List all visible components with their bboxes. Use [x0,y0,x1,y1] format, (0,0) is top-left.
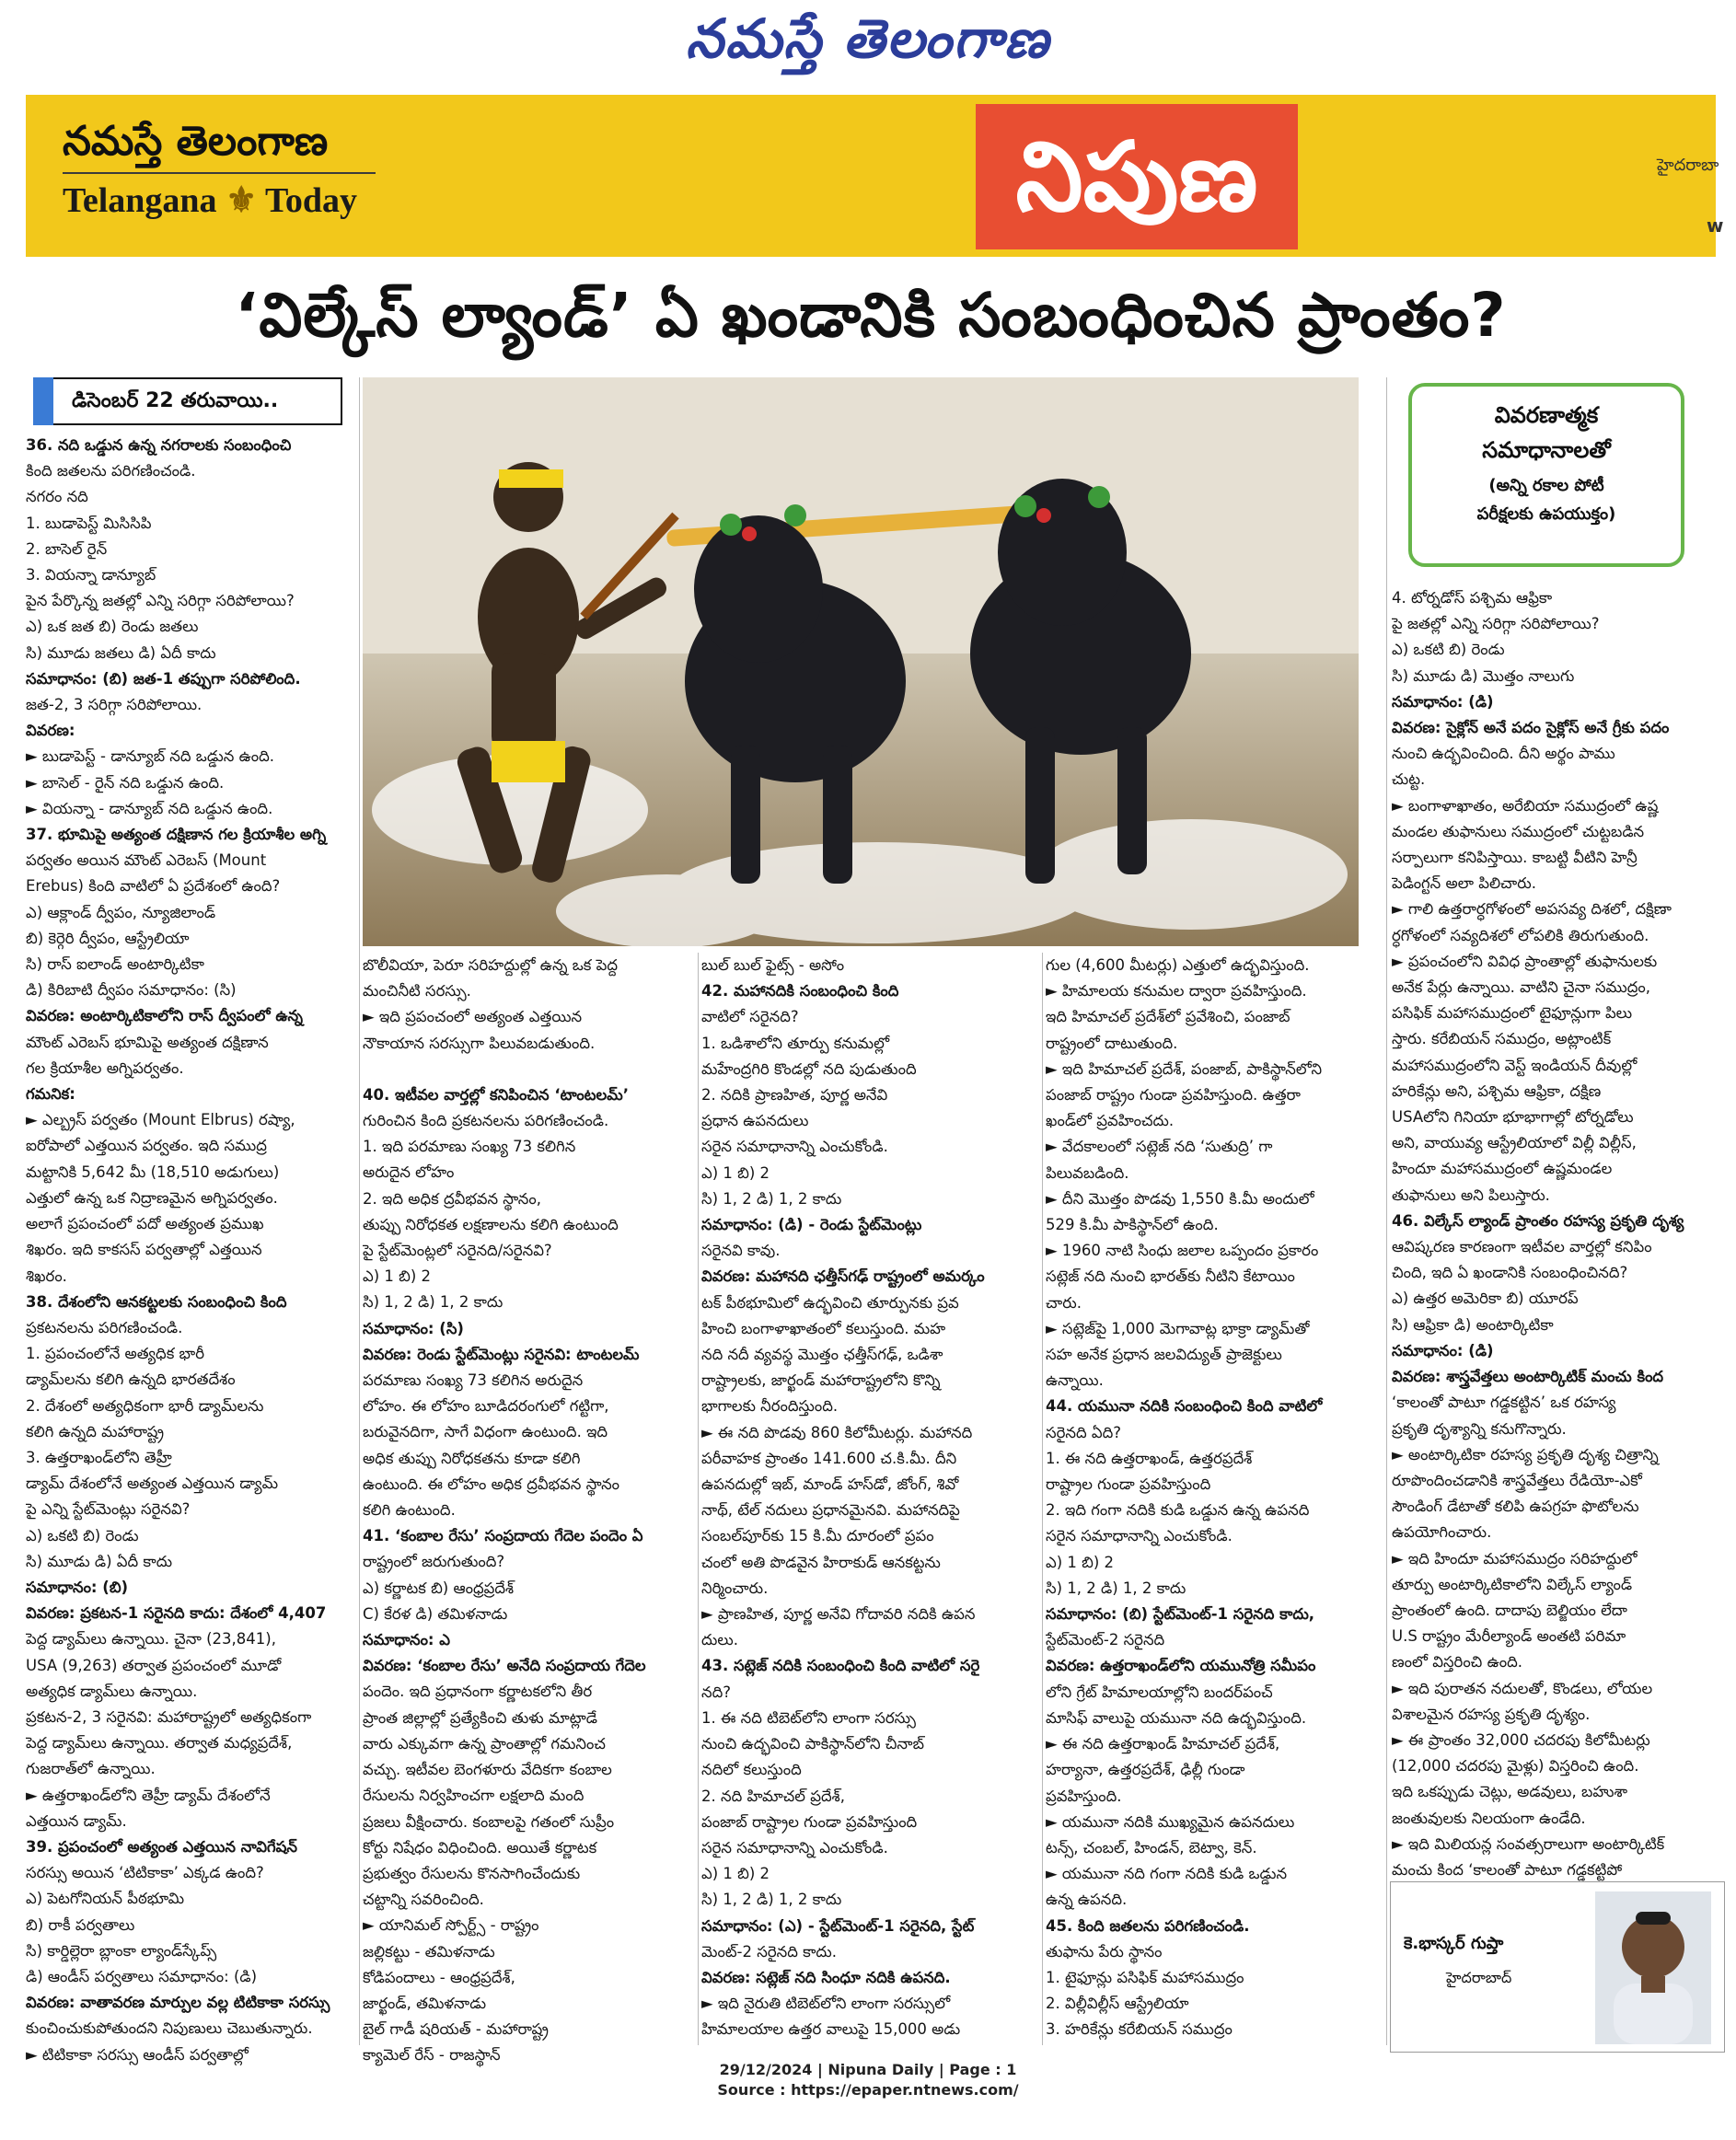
article-line: జల్లికట్టు - తమిళనాడు [363,1942,495,1961]
article-line: ఎత్తయిన డ్యామ్. [26,1811,127,1830]
article-line: ► బంగాళాఖాతం, అరేబియా సముద్రంలో ఉష్ణ [1392,796,1659,815]
article-line: ణంలో విస్తరించి ఉంది. [1392,1653,1522,1672]
article-line: వివరణ: సట్లెజ్ నది సింధూ నదికి ఉపనది. [701,1968,951,1986]
article-line: కోడిపందాలు - ఆంధ్రప్రదేశ్, [363,1968,515,1986]
article-line: చంలో అతి పొడవైన హిరాకుడ్ ఆనకట్టను [701,1553,941,1571]
article-line: ► ప్రాణహిత, పూర్ణ అనేవి గోదావరి నదికి ఉపన [701,1605,976,1624]
article-line: 2. నది హిమాచల్ ప్రదేశ్, [701,1787,845,1805]
article-line: ఎ) 1 బి) 2 [363,1267,432,1286]
article-line: 45. కింది జతలను పరిగణించండి. [1046,1916,1250,1935]
article-line: ► దీని మొత్తం పొడవు 1,550 కి.మీ అందులో [1046,1189,1314,1208]
article-line: తుప్పు నిరోధకత లక్షణాలను కలిగి ఉంటుంది [363,1215,619,1233]
article-line: హర్యానా, ఉత్తరప్రదేశ్, ఢిల్లీ గుండా [1046,1761,1245,1779]
article-line: సి) రాస్ ఐలాండ్ అంటార్కిటికా [26,955,204,974]
article-line: సి) మూడు డి) ఏదీ కాదు [26,1552,173,1570]
article-line: సి) 1, 2 డి) 1, 2 కాదు [701,1189,842,1208]
article-line: ఉపనదుల్లో ఇబ్, మాండ్ హస్‌డో, జోంగ్, శివో [701,1475,959,1494]
article-line: స్టేట్‌మెంట్-2 సరైనది [1046,1631,1165,1649]
article-line: బుల్ బుల్ ఫైట్స్ - అసోం [701,956,845,974]
article-line: హిందూ మహాసముద్రంలో ఉష్ణమండల [1392,1160,1613,1178]
article-line: ► ప్రపంచంలోని వివిధ ప్రాంతాల్లో తుఫానులకు [1392,952,1658,970]
article-line: ప్రాంత జిల్లాల్లో ప్రత్యేకించి తుళు మాట్లాడే [363,1708,597,1727]
article-line: ప్రధాన ఉపనదులు [701,1112,809,1130]
article-line: ► సట్లెజ్‌పై 1,000 మెగావాట్ల భాక్రా డ్యామ్‌తో [1046,1319,1310,1337]
article-line: కలిగి ఉంటుంది. [363,1501,456,1520]
article-line: శిఖరం. [26,1267,67,1285]
logo-divider [63,172,376,174]
article-line: హిమాలయాల ఉత్తర వాలుపై 15,000 అడు [701,2020,961,2039]
article-line: ఎ) పెటగోనియన్ పీఠభూమి [26,1890,185,1908]
article-line: టక్ పీఠభూమిలో ఉద్భవించి తూర్పునకు ప్రవ [701,1293,959,1312]
article-line: తుఫానులు అని పిలుస్తారు. [1392,1186,1550,1204]
article-line: తూర్పు అంటార్కిటికాలోని విల్కేస్ ల్యాండ్ [1392,1575,1633,1593]
page-headline: ‘విల్కేస్ ల్యాండ్’ ఏ ఖండానికి సంబంధించిన ప్రాంతం? [235,280,1507,351]
article-line: నాథ్, టేల్ నదులు ప్రధానమైనవి. మహానదిపై [701,1501,960,1520]
article-line: లోహం. ఈ లోహం బూడిదరంగులో గట్టిగా, [363,1397,609,1416]
article-line: C) కేరళ డి) తమిళనాడు [363,1604,508,1623]
article-line: ఎ) ఒకటి బి) రెండు [26,1526,139,1544]
article-line: సమాధానం: (బి) జత-1 తప్పుగా సరిపోలింది. [26,669,301,688]
article-line: ఎ) కర్ణాటక బి) ఆంధ్రప్రదేశ్ [363,1579,515,1597]
article-line: మెంట్-2 సరైనది కాదు. [701,1942,838,1961]
article-line: పెద్ద డ్యామ్‌లు ఉన్నాయి. తర్వాత మధ్యప్రదేశ్, [26,1734,293,1752]
article-line: నది నదీ వ్యవస్థ మొత్తం ఛత్తీస్‌గఢ్, ఒడిశా [701,1346,943,1364]
article-line: బి) రాకీ పర్వతాలు [26,1915,135,1934]
article-line: క్యామెల్ రేస్ - రాజస్థాన్ [363,2046,501,2065]
author-portrait-illustration [1595,1891,1711,2044]
article-line: నదిలో కలుస్తుంది [701,1761,802,1779]
article-line: నగరం నది [26,488,88,506]
article-line: 41. ‘కంబాల రేసు’ సంప్రదాయ గేదెల పందెం ఏ [363,1527,643,1545]
article-line: బొలీవియా, పెరూ సరిహద్దుల్లో ఉన్న ఒక పెద్ద [363,956,618,974]
emblem-icon: ⚜ [226,181,258,220]
article-line: గమనిక: [26,1085,75,1104]
article-line: రాష్ట్రాలకు, జార్ఖండ్ మహారాష్ట్రలోని కొన్ని [701,1371,941,1390]
article-line: రాష్ట్రంలో జరుగుతుంది? [363,1553,505,1571]
article-line: 2. విల్లీవిల్లీస్ ఆస్ట్రేలియా [1046,1995,1189,2013]
continuation-kicker: డిసెంబర్ 22 తరువాయి.. [33,377,342,425]
article-line: వివరణ: సైక్లోన్ అనే పదం సైక్లోస్ అనే గ్రీకు పదం [1392,719,1670,737]
article-line: రాష్ట్రాల గుండా ప్రవహిస్తుంది [1046,1475,1211,1494]
article-line: చట్టాన్ని సవరించింది. [363,1891,484,1909]
article-line: ఎ) ఉత్తర అమెరికా బి) యూరప్ [1392,1290,1579,1308]
article-line: టన్స్, చంబల్, హిండన్, బెట్వా, కెన్. [1046,1838,1257,1857]
article-line: ఆవిష్కరణ కారణంగా ఇటీవల వార్తల్లో కనిపిం [1392,1238,1652,1256]
publication-logos [63,115,394,224]
article-line: ఎ) 1 బి) 2 [701,1865,770,1883]
article-line: డ్యామ్‌లను కలిగి ఉన్నది భారతదేశం [26,1371,236,1389]
article-line: నుంచి ఉద్భవించి పాకిస్థాన్‌లోని చీనాబ్ [701,1735,924,1753]
author-photo [1595,1891,1711,2044]
article-line: పసిఫిక్ మహాసముద్రంలో టైఫూన్లుగా పిలు [1392,1004,1633,1023]
article-line: ప్రాంతంలో ఉంది. దాదాపు బెల్జియం లేదా [1392,1601,1627,1619]
article-line [363,1057,696,1082]
article-line: ఐరోపాలో ఎత్తయిన పర్వతం. ఇది సముద్ర [26,1137,267,1155]
article-line: ప్రకటన-2, 3 సరైనవి: మహారాష్ట్రలో అత్యధికంగా [26,1707,312,1726]
article-line: ► ఇది మిలియన్ల సంవత్సరాలుగా అంటార్కిటిక్ [1392,1834,1665,1853]
article-line: 39. ప్రపంచంలో అత్యంత ఎత్తయిన నావిగేషన్ [26,1837,297,1856]
article-line: 4. టోర్నడోస్ పశ్చిమ ఆఫ్రికా [1392,589,1553,607]
article-line: 1. బుడాపెస్ట్ మిసిసిపి [26,514,152,532]
article-line: నది? [701,1683,731,1701]
article-line: సరైనది ఏది? [1046,1423,1121,1441]
masthead-logo: నమస్తే తెలంగాణ [686,7,1050,70]
article-line: పరీవాహక ప్రాంతం 141.600 చ.కి.మీ. దీని [701,1449,957,1467]
article-line: సహ అనేక ప్రధాన జలవిద్యుత్ ప్రాజెక్టులు [1046,1346,1282,1364]
article-line: ప్రభుత్వం రేసులను కొనసాగించేందుకు [363,1864,581,1882]
article-line: 46. విల్కేస్ ల్యాండ్ ప్రాంతం రహస్య ప్రకృతి దృశ్య [1392,1211,1684,1230]
article-line: గుల (4,600 మీటర్లు) ఎత్తులో ఉద్భవిస్తుంది. [1046,956,1310,974]
article-line: చుట్ట. [1392,770,1426,789]
article-line: జంతువులకు నిలయంగా ఉండేది. [1392,1809,1586,1827]
article-line: సమాధానం: (బి) [26,1578,129,1596]
kicker-accent [33,377,53,425]
article-line: సర్పాలుగా కనిపిస్తాయి. కాబట్టి వీటిని హెన్రీ [1392,849,1638,867]
article-line: ► ఈ నది పొడవు 860 కిలోమీటర్లు. మహానది [701,1423,973,1441]
article-line: సి) 1, 2 డి) 1, 2 కాదు [701,1891,842,1909]
telangana-today-word-b: Today [264,181,357,220]
article-line: ► ఈ నది ఉత్తరాఖండ్ హిమాచల్ ప్రదేశ్, [1046,1735,1280,1753]
article-line: అని, వాయువ్య ఆస్ట్రేలియాలో విల్లీ విల్లీస్, [1392,1134,1637,1152]
article-line: 3. ఉత్తరాఖండ్‌లోని తెహ్రీ [26,1448,172,1466]
article-line: ప్రకటనలను పరిగణించండి. [26,1318,183,1336]
article-line: పై జతల్లో ఎన్ని సరిగ్గా సరిపోలాయి? [1392,615,1600,633]
article-column-2 [363,953,696,2069]
author-box [1390,1881,1725,2053]
article-line: ప్రకృతి దృశ్యాన్ని కనుగొన్నారు. [1392,1419,1567,1438]
article-line: నుంచి ఉద్భవించింది. దీని అర్థం పాము [1392,745,1615,763]
article-line: రేసులను నిర్వహించగా లక్షలాది మంది [363,1787,584,1805]
article-line: వివరణ: ప్రకటన-1 సరైనది కాదు: దేశంలో 4,407 [26,1604,327,1623]
article-line: ► యానిమల్ స్పోర్ట్స్ - రాష్ట్రం [363,1916,539,1935]
article-line: ► ఉత్తరాఖండ్‌లోని తెహ్రీ డ్యామ్ దేశంలోనే [26,1786,271,1804]
banner-city: హైదరాబా [1657,156,1719,175]
article-line: సౌండింగ్ డేటాతో కలిపి ఉపగ్రహ ఫొటోలను [1392,1498,1639,1516]
article-line: ► టిటికాకా సరస్సు ఆండీస్ పర్వతాల్లో [26,2045,249,2064]
article-line: ఎ) 1 బి) 2 [1046,1553,1115,1571]
article-line: కుంచించుకుపోతుందని నిపుణులు చెబుతున్నారు. [26,2019,313,2038]
article-line: ► ఇది పురాతన నదులతో, కొండలు, లోయల [1392,1679,1653,1697]
article-line: USA (9,263) తర్వాత ప్రపంచంలో మూడో [26,1656,282,1674]
article-line: సట్లెజ్ నది నుంచి భారత్‌కు నీటిని కేటాయిం [1046,1267,1295,1286]
article-line: వివరణ: రెండు స్టేట్‌మెంట్లు సరైనవి: టాంటలమ్ [363,1345,640,1363]
article-line: పంజాబ్ రాష్ట్రం గుండా ప్రవహిస్తుంది. ఉత్తరా [1046,1086,1302,1105]
article-line: సి) ఆఫ్రికా డి) అంటార్కిటికా [1392,1315,1554,1334]
article-line: 2. ఇది అధిక ద్రవీభవన స్థానం, [363,1189,541,1208]
article-line: వివరణ: వాతావరణ మార్పుల వల్ల టిటికాకా సరస్సు [26,1994,330,2012]
article-line: ► యమునా నది గంగా నదికి కుడి ఒడ్డున [1046,1865,1288,1883]
column-rule-1 [359,377,360,2045]
namaste-telangana-logo: నమస్తే తెలంగాణ [63,118,329,165]
article-line: దులు. [701,1631,739,1649]
article-line: 36. నది ఒడ్డున ఉన్న నగరాలకు సంబంధించి [26,436,292,454]
article-line: ► ఇది హిమాచల్ ప్రదేశ్, పంజాబ్, పాకిస్థాన్‌లోని [1046,1059,1323,1078]
article-line: సమాధానం: (డి) [1392,1341,1494,1359]
article-line: లోని గ్రేట్ హిమాలయాల్లోని బందర్‌పంచ్ [1046,1683,1273,1701]
article-line: పంజాబ్ రాష్ట్రాల గుండా ప్రవహిస్తుంది [701,1812,918,1831]
article-line: ► ఎల్బ్రస్ పర్వతం (Mount Elbrus) రష్యా, [26,1111,295,1129]
article-line: 42. మహానదికి సంబంధించి కింది [701,982,899,1001]
article-line: ర్ధగోళంలో సవ్యదిశలో లోపలికి తిరుగుతుంది. [1392,926,1649,944]
article-line: సంబల్‌పూర్‌కు 15 కి.మీ దూరంలో ప్రపం [701,1527,934,1545]
article-line: ► ఇది హిందూ మహాసముద్రం సరిహద్దులో [1392,1549,1638,1567]
article-line: కోర్టు నిషేధం విధించింది. అయితే కర్ణాటక [363,1838,597,1857]
article-line: ఎ) ఒక జత బి) రెండు జతలు [26,618,199,636]
article-line: సమాధానం: (డి) - రెండు స్టేట్‌మెంట్లు [701,1216,922,1234]
article-line: సమాధానం: (ఎ) - స్టేట్‌మెంట్-1 సరైనది, స్టేట్ [701,1916,975,1935]
article-line: మహేంద్రగిరి కొండల్లో నది పుడుతుంది [701,1059,917,1078]
column-rule-2 [698,953,699,2045]
article-line: సమాధానం: (సి) [363,1319,464,1337]
article-line: వారు ఎక్కువగా ఉన్న ప్రాంతాల్లో గమనించ [363,1734,606,1752]
article-line: గురించిన కింది ప్రకటనలను పరిగణించండి. [363,1112,609,1130]
article-line: విశాలమైన రహస్య ప్రకృతి దృశ్యం. [1392,1705,1591,1723]
article-line: ► బుడాపెస్ట్ - డాన్యూబ్ నది ఒడ్డున ఉంది. [26,747,275,766]
column-rule-3 [1042,953,1043,2045]
article-line: డి) ఆండీస్ పర్వతాలు సమాధానం: (డి) [26,1967,258,1985]
article-line: ఉన్న ఉపనది. [1046,1891,1128,1909]
article-line: ► గాలి ఉత్తరార్ధగోళంలో అపసవ్య దిశలో, దక్షిణా [1392,900,1672,919]
article-line: పై స్టేట్‌మెంట్లలో సరైనది/సరైనవి? [363,1242,552,1260]
article-line: డి) కిరిబాటి ద్వీపం సమాధానం: (సి) [26,981,237,1000]
article-line: 1. ఇది పరమాణు సంఖ్య 73 కలిగిన [363,1138,576,1156]
section-banner [26,95,1724,257]
article-line: చింది, ఇది ఏ ఖండానికి సంబంధించినది? [1392,1264,1628,1282]
article-line: ► ఇది నైరుతి టిబెట్‌లోని లాంగా సరస్సులో [701,1995,951,2013]
article-line: శిఖరం. ఇది కాకసస్ పర్వతాల్లో ఎత్తయిన [26,1241,262,1259]
article-line: బరువైనదిగా, సాగే విధంగా ఉంటుంది. ఇది [363,1423,608,1441]
article-line: ► 1960 నాటి సింధు జలాల ఒప్పందం ప్రకారం [1046,1242,1319,1260]
article-line: మండల తుఫానులు సముద్రంలో చుట్టబడిన [1392,822,1645,840]
article-line: వివరణ: ‘కంబాల రేసు’ అనేది సంప్రదాయ గేదెల [363,1657,646,1675]
article-line: వివరణ: శాస్త్రవేత్తలు అంటార్కిటిక్ మంచు కింద [1392,1368,1664,1386]
kambala-race-illustration [363,377,1359,946]
article-line: హించి బంగాళాఖాతంలో కలుస్తుంది. మహ [701,1319,946,1337]
article-line: సి) మూడు జతలు డి) ఏదీ కాదు [26,643,216,662]
article-line: వివరణ: మహానది ఛత్తీస్‌గఢ్ రాష్ట్రంలో అమర్కం [701,1267,985,1286]
article-line: పిలువబడింది. [1046,1163,1129,1182]
article-line: 37. భూమిపై అత్యంత దక్షిణాన గల క్రియాశీల అగ్ని [26,826,327,844]
article-line: 1. ఒడిశాలోని తూర్పు కనుమల్లో [701,1034,890,1052]
article-line: (12,000 చదరపు మైళ్లు) విస్తరించి ఉంది. [1392,1757,1639,1776]
article-line: 2. నదికి ప్రాణహిత, పూర్ణ అనేవి [701,1086,888,1105]
article-line: సరైనవి కావు. [701,1242,781,1260]
article-line: వాటిలో సరైనది? [701,1008,799,1026]
article-line: వివరణ: అంటార్కిటికాలోని రాస్ ద్వీపంలో ఉన్న [26,1007,303,1025]
section-title: నిపుణ [976,104,1298,249]
article-line: 2. దేశంలో అత్యధికంగా భారీ డ్యామ్‌లను [26,1396,264,1415]
article-line: 2. ఇది గంగా నదికి కుడి ఒడ్డున ఉన్న ఉపనది [1046,1501,1310,1520]
article-line: సరైన సమాధానాన్ని ఎంచుకోండి. [1046,1527,1233,1545]
article-line: 38. దేశంలోని ఆనకట్టలకు సంబంధించి కింది [26,1292,287,1311]
article-line: ఉన్నాయి. [1046,1371,1104,1390]
article-line: పై ఎన్ని స్టేట్‌మెంట్లు సరైనవి? [26,1500,191,1519]
article-line: ‘కాలంతో పాటూ గడ్డకట్టిన’ ఒక రహస్య [1392,1394,1616,1412]
article-line: పర్వతం అయిన మౌంట్ ఎరెబస్ (Mount [26,851,267,870]
page-footer [0,2060,1736,2100]
article-line: 1. టైఫూన్లు పసిఫిక్ మహాసముద్రం [1046,1968,1244,1986]
author-city: హైదరాబాద్ [1446,1969,1512,1986]
article-line: సమాధానం: (బి) స్టేట్‌మెంట్-1 సరైనది కాదు, [1046,1605,1315,1624]
article-line: 1. ప్రపంచంలోనే అత్యధిక భారీ [26,1345,205,1363]
article-line: నౌకాయాన సరస్సుగా పిలువబడుతుంది. [363,1034,596,1052]
article-line: ► ఈ ప్రాంతం 32,000 చదరపు కిలోమీటర్లు [1392,1730,1650,1749]
article-line: 529 కి.మీ పాకిస్థాన్‌లో ఉంది. [1046,1216,1219,1234]
article-line: 40. ఇటీవల వార్తల్లో కనిపించిన ‘టాంటలమ్’ [363,1085,629,1104]
footer-date-line: 29/12/2024 | Nipuna Daily | Page : 1 [719,2061,1017,2078]
article-line: 44. యమునా నదికి సంబంధించి కింది వాటిలో [1046,1397,1323,1416]
article-column-1 [26,433,359,2068]
article-line: సి) మూడు డి) మొత్తం నాలుగు [1392,666,1575,685]
article-line: ► వేదకాలంలో సట్లెజ్ నది ‘సుతుద్రి’ గా [1046,1138,1273,1156]
article-line: వచ్చు. ఇటీవల బెంగళూరు వేదికగా కంబాల [363,1761,612,1779]
article-line: తుఫాను పేరు స్థానం [1046,1942,1163,1961]
article-line: ► అంటార్కిటికా రహస్య ప్రకృతి దృశ్య చిత్రాన్ని [1392,1445,1659,1463]
article-line: జార్ఖండ్, తమిళనాడు [363,1994,487,2012]
article-line: ఉంటుంది. ఈ లోహం అధిక ద్రవీభవన స్థానం [363,1475,620,1493]
article-line: నిర్మించారు. [701,1579,769,1597]
author-name: కె.భాస్కర్ గుప్తా [1404,1934,1504,1953]
article-line: పెద్ద డ్యామ్‌లు ఉన్నాయి. చైనా (23,841), [26,1630,276,1648]
article-line: సి) 1, 2 డి) 1, 2 కాదు [363,1293,503,1312]
article-line: సమాధానం: (డి) [1392,692,1494,711]
article-line: ఎత్తులో ఉన్న ఒక నిద్రాణమైన అగ్నిపర్వతం. [26,1188,278,1207]
article-line: బి) కెర్గెరి ద్వీపం, ఆస్ట్రేలియా [26,929,190,947]
kambala-race-photo [363,377,1359,946]
article-line: ఎ) ఒకటి బి) రెండు [1392,641,1505,659]
telangana-today-logo [63,178,394,224]
article-line: 2. బాసెల్ రైన్ [26,539,108,558]
article-line: సమాధానం: ఎ [363,1631,451,1649]
article-line: గల క్రియాశీల అగ్నిపర్వతం. [26,1058,184,1077]
article-line: 1. ఈ నది టిబెట్‌లోని లాంగా సరస్సు [701,1708,916,1727]
article-line: ఇది ఒకప్పుడు చెట్లు, అడవులు, బహుశా [1392,1783,1628,1801]
article-line: ఖండ్‌లో ప్రవహించదు. [1046,1112,1175,1130]
article-line: అత్యధిక డ్యామ్‌లు ఉన్నాయి. [26,1682,198,1700]
article-line: 3. వియన్నా డాన్యూబ్ [26,566,156,584]
article-line: 1. ఈ నది ఉత్తరాఖండ్, ఉత్తరప్రదేశ్ [1046,1449,1253,1467]
article-line: ► ఇది ప్రపంచంలో అత్యంత ఎత్తయిన [363,1008,583,1026]
article-line: ఇది హిమాచల్ ప్రదేశ్‌లో ప్రవేశించి, పంజాబ్ [1046,1008,1290,1026]
banner-website: w [1707,214,1724,237]
article-line: హరికేన్లు అని, పశ్చిమ ఆఫ్రికా, దక్షిణ [1392,1082,1602,1100]
article-line: కింది జతలను పరిగణించండి. [26,462,196,480]
article-line: రాష్ట్రంలో దాటుతుంది. [1046,1034,1178,1052]
article-line: సరైన సమాధానాన్ని ఎంచుకోండి. [701,1838,888,1857]
article-line: డ్యామ్ దేశంలోనే అత్యంత ఎత్తయిన డ్యామ్ [26,1475,279,1493]
telangana-today-word-a: Telangana [63,181,217,220]
article-line: మహాసముద్రంలోని వెస్ట్ ఇండియన్ దీవుల్లో [1392,1056,1638,1074]
article-column-4 [1046,953,1388,2043]
article-line: U.S రాష్ట్రం మేరీల్యాండ్ అంతటి పరిమా [1392,1627,1626,1646]
footer-source-line: Source : https://epaper.ntnews.com/ [717,2081,1019,2099]
callout-line-1: వివరణాత్మక [1494,402,1599,428]
article-line: ప్రజలు వీక్షించారు. కంబాలపై గతంలో సుప్రీం [363,1812,615,1831]
article-line: 43. సట్లెజ్ నదికి సంబంధించి కింది వాటిలో సరై [701,1657,980,1675]
article-line: ► యమునా నదికి ముఖ్యమైన ఉపనదులు [1046,1812,1295,1831]
article-line: సరస్సు అయిన ‘టిటికాకా’ ఎక్కడ ఉంది? [26,1864,264,1882]
article-line: పెడింగ్టన్ అలా పిలిచారు. [1392,874,1536,893]
article-line: Erebus) కింది వాటిలో ఏ ప్రదేశంలో ఉంది? [26,877,281,896]
article-line: పరమాణు సంఖ్య 73 కలిగిన అరుదైన [363,1371,584,1390]
article-line: సరైన సమాధానాన్ని ఎంచుకోండి. [701,1138,888,1156]
article-column-3 [701,953,1042,2043]
article-line: మంచినీటి సరస్సు. [363,982,471,1001]
article-line: ► బాసెల్ - రైన్ నది ఒడ్డున ఉంది. [26,773,225,792]
article-line: రూపొందించడానికి శాస్త్రవేత్తలు రేడియో-ఎకో [1392,1471,1642,1489]
article-line: ఉపయోగించారు. [1392,1523,1492,1542]
article-line: పందెం. ఇది ప్రధానంగా కర్ణాటకలోని తీర [363,1683,593,1701]
article-line: ప్రవహిస్తుంది. [1046,1787,1122,1805]
article-line: మంచు కింద ‘కాలంతో పాటూ గడ్డకట్టిపో [1392,1860,1623,1879]
article-line: 3. హరికేన్లు కరేబియన్ సముద్రం [1046,2020,1233,2039]
article-line: బైల్ గాడీ షరియత్ - మహారాష్ట్ర [363,2020,549,2039]
article-line: మాసిఫ్ వాలుపై యమునా నది ఉద్భవిస్తుంది. [1046,1708,1307,1727]
callout-box [1408,383,1684,567]
article-line: చారు. [1046,1293,1082,1312]
callout-line-2: సమాధానాలతో [1482,437,1611,463]
article-line: గుజరాత్‌లో ఉన్నాయి. [26,1760,156,1778]
article-line: వివరణ: [26,722,75,740]
article-line: ► హిమాలయ కనుమల ద్వారా ప్రవహిస్తుంది. [1046,982,1307,1001]
callout-line-4: పరీక్షలకు ఉపయుక్తం) [1476,504,1616,524]
article-line: USAలోని గినియా భూభాగాల్లో టోర్నడోలు [1392,1108,1634,1127]
article-line: పైన పేర్కొన్న జతల్లో ఎన్ని సరిగ్గా సరిపోలాయి? [26,592,295,610]
article-line: సి) 1, 2 డి) 1, 2 కాదు [1046,1579,1186,1597]
article-line: వివరణ: ఉత్తరాఖండ్‌లోని యమునోత్రి సమీపం [1046,1657,1316,1675]
article-line: మట్టానికి 5,642 మీ (18,510 అడుగులు) [26,1163,280,1181]
article-line: ► వియన్నా - డాన్యూబ్ నది ఒడ్డున ఉంది. [26,799,273,817]
article-line: సి) కార్డిల్లెరా బ్లాంకా ల్యాండ్‌స్కేప్స్ [26,1941,217,1960]
article-line: అనేక పేర్లు ఉన్నాయి. వాటిని చైనా సముద్రం, [1392,978,1650,997]
article-line: అలాగే ప్రపంచంలో పదో అత్యంత ప్రముఖ [26,1215,264,1233]
article-line: కలిగి ఉన్నది మహారాష్ట్ర [26,1422,165,1440]
article-line: జత-2, 3 సరిగ్గా సరిపోలాయి. [26,696,203,714]
article-line: స్తారు. కరేబియన్ సముద్రం, అట్లాంటిక్ [1392,1030,1612,1048]
article-line: అరుదైన లోహం [363,1163,455,1182]
article-column-5 [1392,585,1719,1909]
article-line: అధిక తుప్పు నిరోధకతను కూడా కలిగి [363,1449,581,1467]
article-line: ఎ) ఆక్లాండ్ ద్వీపం, న్యూజిలాండ్ [26,903,216,921]
article-line: ఎ) 1 బి) 2 [701,1163,770,1182]
article-line: భాగాలకు నీరందిస్తుంది. [701,1397,839,1416]
callout-line-3: (అన్ని రకాల పోటీ [1488,476,1604,495]
article-line: మౌంట్ ఎరెబస్ భూమిపై అత్యంత దక్షిణాన [26,1033,269,1051]
